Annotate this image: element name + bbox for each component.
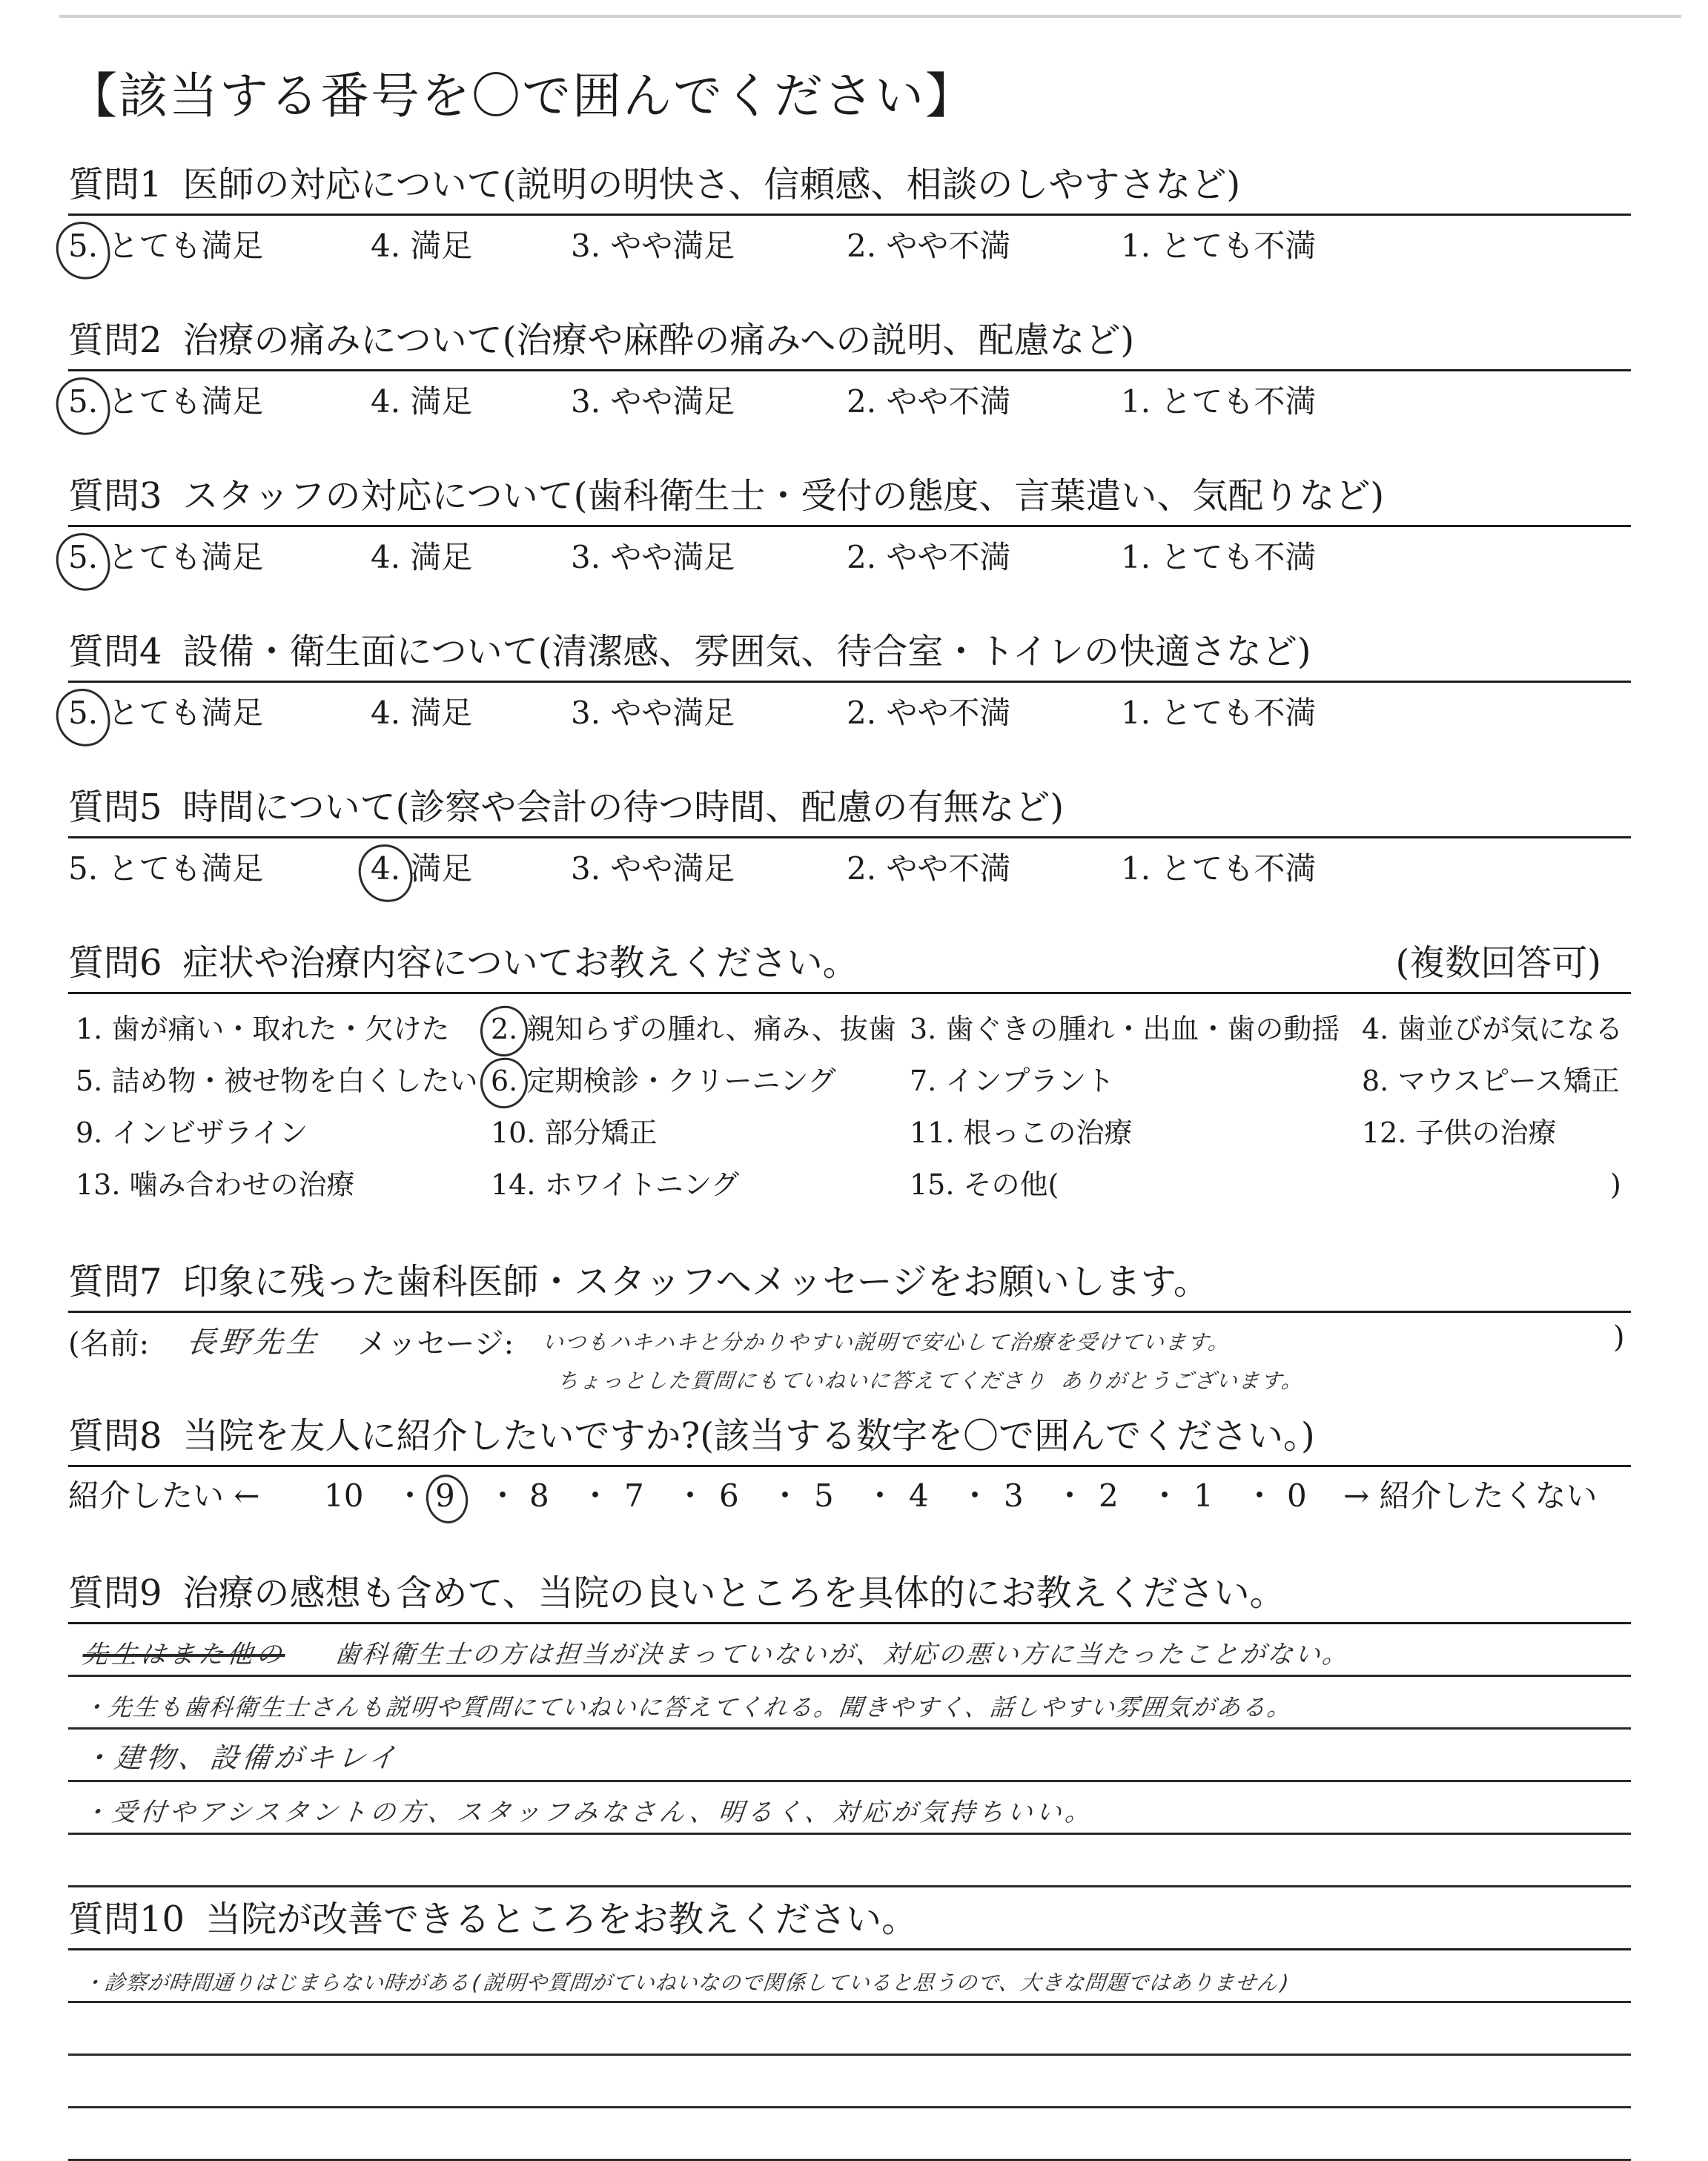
message-handwritten-line-2: ちょっとした質問にもていねいに答えてくださり ありがとうございます。 xyxy=(556,1369,1305,1393)
question-header xyxy=(68,467,1631,527)
answer-line xyxy=(68,1624,1631,1677)
rating-option-5[interactable]: 5. とても満足 xyxy=(68,693,263,733)
rating-options xyxy=(68,683,1631,742)
question-header xyxy=(68,311,1631,371)
question-number: 質問7 xyxy=(68,1261,162,1303)
question-title: 医師の対応について(説明の明快さ、信頼感、相談のしやすさなど) xyxy=(182,164,1241,205)
symptom-option[interactable]: 4. 歯並びが気になる xyxy=(1362,1013,1623,1045)
scale-separator: ・ xyxy=(1054,1477,1086,1514)
question-title: 時間について(診察や会計の待つ時間、配慮の有無など) xyxy=(182,787,1065,828)
question-title: 設備・衛生面について(清潔感、雰囲気、待合室・トイレの快適さなど) xyxy=(182,631,1311,672)
answer-line xyxy=(68,1835,1631,1887)
question-5 xyxy=(68,778,1631,898)
handwritten-answer: ・受付やアシスタントの方、スタッフみなさん、明るく、対応が気持ちいい。 xyxy=(81,1798,1096,1827)
scale-value-7[interactable]: 7 xyxy=(624,1477,644,1514)
name-label: (名前: xyxy=(68,1327,150,1361)
question-2 xyxy=(68,311,1631,431)
other-close-paren: ) xyxy=(1610,1168,1621,1201)
message-label: メッセージ: xyxy=(357,1327,514,1361)
symptom-option[interactable]: 10. 部分矯正 xyxy=(491,1116,658,1149)
rating-option-4[interactable]: 4. 満足 xyxy=(371,849,472,889)
question-number: 質問3 xyxy=(68,475,162,517)
handwritten-answer: ・診察が時間通りはじまらない時がある(説明や質問がていねいなので関係していると思うので、大きな問題ではありません) xyxy=(82,1970,1293,1995)
question-10 xyxy=(68,1890,1631,2161)
scale-separator: ・ xyxy=(1244,1477,1276,1514)
rating-option-2[interactable]: 2. やや不満 xyxy=(847,228,1011,264)
rating-option-4[interactable]: 4. 満足 xyxy=(371,695,473,731)
scale-separator: ・ xyxy=(769,1477,801,1514)
answer-line xyxy=(68,1730,1631,1782)
symptom-option[interactable]: 2. 親知らずの腫れ、痛み、抜歯 xyxy=(491,1010,896,1048)
rating-options xyxy=(68,216,1631,275)
rating-options xyxy=(68,371,1631,431)
top-border-line xyxy=(59,15,1681,18)
question-number: 質問2 xyxy=(68,320,162,361)
scale-value-3[interactable]: 3 xyxy=(1004,1477,1024,1514)
question-title: 当院が改善できるところをお教えください。 xyxy=(205,1899,918,1940)
question-number: 質問9 xyxy=(68,1572,162,1614)
answer-line xyxy=(68,2056,1631,2108)
scale-left-label: 紹介したい ← xyxy=(68,1477,260,1514)
message-area xyxy=(68,1313,1631,1402)
question-number: 質問1 xyxy=(68,164,162,205)
answer-line xyxy=(68,2108,1631,2161)
rating-option-1[interactable]: 1. とても不満 xyxy=(1121,539,1317,575)
symptom-option[interactable]: 8. マウスピース矯正 xyxy=(1362,1065,1620,1097)
symptom-option-other[interactable]: 15. その他( xyxy=(910,1168,1059,1201)
symptom-option[interactable]: 11. 根っこの治療 xyxy=(910,1116,1133,1149)
scale-separator: ・ xyxy=(394,1477,426,1514)
form-title: 【該当する番号を〇で囲んでください】 xyxy=(68,67,976,125)
question-title: スタッフの対応について(歯科衛生士・受付の態度、言葉遣い、気配りなど) xyxy=(182,475,1385,517)
rating-option-2[interactable]: 2. やや不満 xyxy=(847,695,1011,731)
rating-option-1[interactable]: 1. とても不満 xyxy=(1121,228,1317,264)
question-header xyxy=(68,1564,1631,1624)
scale-separator: ・ xyxy=(864,1477,896,1514)
rating-option-5[interactable]: 5. とても満足 xyxy=(68,226,263,266)
multiple-answers-note: (複数回答可) xyxy=(1395,942,1601,984)
symptom-option[interactable]: 12. 子供の治療 xyxy=(1362,1116,1557,1149)
rating-option-3[interactable]: 3. やや満足 xyxy=(571,228,735,264)
symptom-option[interactable]: 5. 詰め物・被せ物を白くしたい xyxy=(76,1065,478,1097)
rating-options xyxy=(68,838,1631,898)
message-close-paren: ) xyxy=(1613,1320,1625,1354)
scale-value-6[interactable]: 6 xyxy=(719,1477,739,1514)
rating-option-1[interactable]: 1. とても不満 xyxy=(1121,695,1317,731)
rating-option-3[interactable]: 3. やや満足 xyxy=(571,539,735,575)
scale-value-5[interactable]: 5 xyxy=(814,1477,834,1514)
scale-value-1[interactable]: 1 xyxy=(1194,1477,1214,1514)
symptom-option[interactable]: 7. インプラント xyxy=(910,1065,1115,1097)
question-header xyxy=(68,623,1631,683)
rating-option-5[interactable]: 5. とても満足 xyxy=(68,850,264,887)
rating-option-2[interactable]: 2. やや不満 xyxy=(847,850,1011,887)
handwritten-answer: ・建物、設備がキレイ xyxy=(81,1741,402,1774)
question-number: 質問4 xyxy=(68,631,162,672)
scale-right-label: → 紹介したくない xyxy=(1343,1477,1598,1514)
name-handwritten: 長野先生 xyxy=(185,1326,322,1360)
symptom-option[interactable]: 6. 定期検診・クリーニング xyxy=(491,1062,836,1099)
rating-option-5[interactable]: 5. とても満足 xyxy=(68,382,263,422)
answer-line xyxy=(68,1950,1631,2003)
rating-option-1[interactable]: 1. とても不満 xyxy=(1121,383,1317,420)
question-number: 質問5 xyxy=(68,787,162,828)
question-title: 症状や治療内容についてお教えください。 xyxy=(182,942,858,984)
question-header xyxy=(68,1407,1631,1467)
answer-lines xyxy=(68,1624,1631,1887)
scale-separator: ・ xyxy=(487,1477,519,1514)
question-title: 当院を友人に紹介したいですか?(該当する数字を〇で囲んでください。) xyxy=(182,1415,1315,1457)
scale-value-8[interactable]: 8 xyxy=(529,1477,549,1514)
symptom-option[interactable]: 13. 噛み合わせの治療 xyxy=(76,1168,355,1201)
symptom-options-grid xyxy=(68,994,1631,1209)
scale-separator: ・ xyxy=(959,1477,991,1514)
question-6 xyxy=(68,934,1631,1209)
answer-lines xyxy=(68,1950,1631,2161)
rating-option-3[interactable]: 3. やや満足 xyxy=(571,695,735,731)
scale-value-2[interactable]: 2 xyxy=(1099,1477,1119,1514)
scale-separator: ・ xyxy=(1149,1477,1181,1514)
question-header xyxy=(68,1890,1631,1950)
question-title: 治療の感想も含めて、当院の良いところを具体的にお教えください。 xyxy=(182,1572,1285,1614)
symptom-option[interactable]: 9. インビザライン xyxy=(76,1116,308,1149)
answer-line xyxy=(68,1677,1631,1730)
message-handwritten-line-1: いつもハキハキと分かりやすい説明で安心して治療を受けています。 xyxy=(541,1330,1232,1354)
handwritten-answer: 歯科衛生士の方は担当が決まっていないが、対応の悪い方に当たったことがない。 xyxy=(333,1640,1351,1669)
symptom-option[interactable]: 14. ホワイトニング xyxy=(491,1168,740,1201)
struck-handwritten-text: 先生はまた他の xyxy=(81,1640,287,1669)
rating-options xyxy=(68,527,1631,586)
question-7 xyxy=(68,1253,1631,1402)
scale-value-9[interactable]: 9 xyxy=(435,1476,455,1516)
scale-separator: ・ xyxy=(580,1477,612,1514)
answer-line xyxy=(68,1782,1631,1835)
recommend-scale xyxy=(68,1467,1631,1526)
handwritten-answer: ・先生も歯科衛生士さんも説明や質問にていねいに答えてくれる。聞きやすく、話しやすい雰囲気がある。 xyxy=(81,1693,1294,1721)
symptom-option[interactable]: 1. 歯が痛い・取れた・欠けた xyxy=(76,1013,450,1045)
scale-value-10[interactable]: 10 xyxy=(324,1477,364,1514)
question-header xyxy=(68,156,1631,216)
rating-option-4[interactable]: 4. 満足 xyxy=(371,228,473,264)
question-3 xyxy=(68,467,1631,586)
question-1 xyxy=(68,156,1631,275)
question-header xyxy=(68,934,1631,994)
rating-option-4[interactable]: 4. 満足 xyxy=(371,539,473,575)
rating-option-5[interactable]: 5. とても満足 xyxy=(68,537,263,578)
rating-option-3[interactable]: 3. やや満足 xyxy=(571,383,735,420)
question-9 xyxy=(68,1564,1631,1887)
question-number: 質問6 xyxy=(68,942,162,984)
question-header xyxy=(68,778,1631,838)
symptom-option[interactable]: 3. 歯ぐきの腫れ・出血・歯の動揺 xyxy=(910,1013,1340,1045)
question-8 xyxy=(68,1407,1631,1526)
scale-value-4[interactable]: 4 xyxy=(909,1477,929,1514)
rating-option-1[interactable]: 1. とても不満 xyxy=(1121,850,1317,887)
scale-value-0[interactable]: 0 xyxy=(1287,1477,1307,1514)
rating-option-2[interactable]: 2. やや不満 xyxy=(847,383,1011,420)
question-4 xyxy=(68,623,1631,742)
question-number: 質問10 xyxy=(68,1899,185,1940)
rating-option-2[interactable]: 2. やや不満 xyxy=(847,539,1011,575)
rating-option-4[interactable]: 4. 満足 xyxy=(371,383,473,420)
scale-separator: ・ xyxy=(675,1477,706,1514)
question-header xyxy=(68,1253,1631,1313)
question-title: 印象に残った歯科医師・スタッフへメッセージをお願いします。 xyxy=(182,1261,1209,1303)
question-title: 治療の痛みについて(治療や麻酔の痛みへの説明、配慮など) xyxy=(182,320,1135,361)
question-number: 質問8 xyxy=(68,1415,162,1457)
rating-option-3[interactable]: 3. やや満足 xyxy=(571,850,735,887)
answer-line xyxy=(68,2003,1631,2056)
